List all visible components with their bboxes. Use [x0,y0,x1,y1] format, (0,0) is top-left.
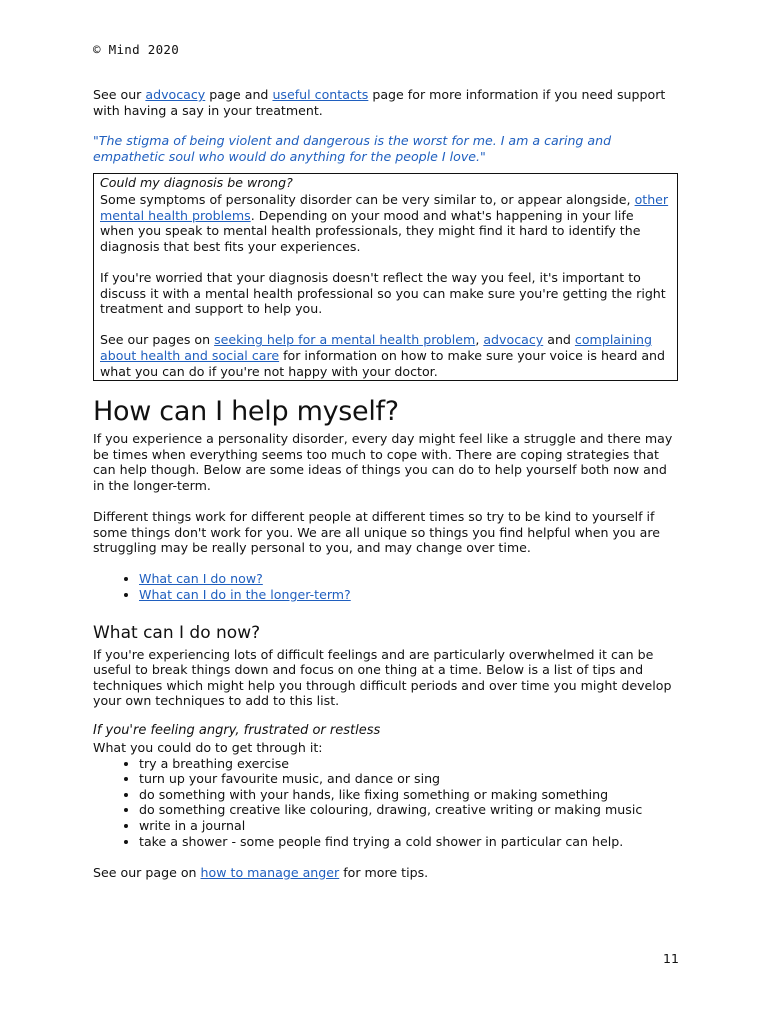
useful-contacts-link[interactable]: useful contacts [272,87,369,102]
text: See our [93,87,146,102]
copyright-notice: © Mind 2020 [93,42,180,57]
box-title: Could my diagnosis be wrong? [100,175,293,191]
text: for information on how to make sure your voice is heard and what you can do if you're not happy with your doctor. [100,347,666,379]
now-paragraph: If you're experiencing lots of difficult feelings and are particularly overwhelmed it can be useful to break things down and focus on one thing at a time. Below is a list of tips and techniques which might help you through difficult periods and over time you might develop your own techniques to add to this list. [93,646,672,709]
text: for more tips. [339,864,429,880]
help-paragraph-1: If you experience a personality disorder, every day might feel like a struggle and there may be times when everything seems too much to cope with. There are coping strategies that can help though. Below are some ideas of things you can do to help yourself both now and in the longer-term. [93,431,673,493]
box-paragraph-2: If you're worried that your diagnosis doesn't reflect the way you feel, it's important to discuss it with a mental health professional so you can make sure you're getting the right treatment and support to help you. [100,269,666,317]
seeking-help-link[interactable]: seeking help for a mental health problem [214,332,476,348]
manage-anger-link[interactable]: how to manage anger [200,864,340,880]
list-item [139,587,678,603]
text: page for more information if you need support with having a say in your treatment. [93,87,666,118]
list-item: • do something with your hands, like fixing something or making something [139,787,678,803]
text: and [543,332,575,348]
list-item: • turn up your favourite music, and dance or sing [139,771,678,787]
text: See our page on [93,864,201,880]
help-paragraph-2: Different things work for different people at different times so try to be kind to yourself if some things don't work for you. We are all unique so things you find helpful when you are struggling may be really personal to you, and may change over time. [93,509,660,556]
list-item: • write in a journal [139,818,678,834]
list-item: • take a shower - some people find trying a cold shower in particular can help. [139,834,678,850]
angry-tips-list [93,756,678,850]
angry-heading: If you're feeling angry, frustrated or restless [93,723,381,738]
what-can-i-do-now-link[interactable]: What can I do now? [139,571,263,587]
advocacy-intro [93,87,678,118]
page-content [93,87,678,880]
text: page and [205,87,273,102]
other-mental-health-problems-link[interactable]: other mental health problems [100,191,669,223]
box-paragraph-3 [100,332,671,379]
list-item [139,571,678,587]
text: . Depending on your mood and what's happening in your life when you speak to mental health professionals, they might find it hard to identify the diagnosis that best fits your experiences. [100,207,641,254]
testimonial-quote: "The stigma of being violent and dangerous is the worst for me. I am a caring and empathetic soul who would do anything for the people I love." [93,133,612,164]
list-item: • try a breathing exercise [139,756,678,772]
anger-footer [93,865,678,881]
advocacy-link-2[interactable]: advocacy [483,332,544,348]
section-links [93,571,678,602]
page-number: 11 [663,951,679,966]
complaining-link[interactable]: complaining about health and social care [100,332,652,363]
list-item: • do something creative like colouring, drawing, creative writing or making music [139,802,678,818]
what-can-i-do-now-heading: What can I do now? [93,622,261,643]
help-myself-heading: How can I help myself? [93,396,399,428]
longer-term-link[interactable]: What can I do in the longer-term? [139,587,351,603]
text: Some symptoms of personality disorder can be very similar to, or appear alongside, [100,191,635,207]
box-paragraph-1 [100,192,671,254]
angry-intro: What you could do to get through it: [93,740,323,755]
text: , [475,332,484,348]
advocacy-link[interactable]: advocacy [145,87,206,102]
diagnosis-info-box [93,173,678,381]
text: See our pages on [100,332,215,348]
